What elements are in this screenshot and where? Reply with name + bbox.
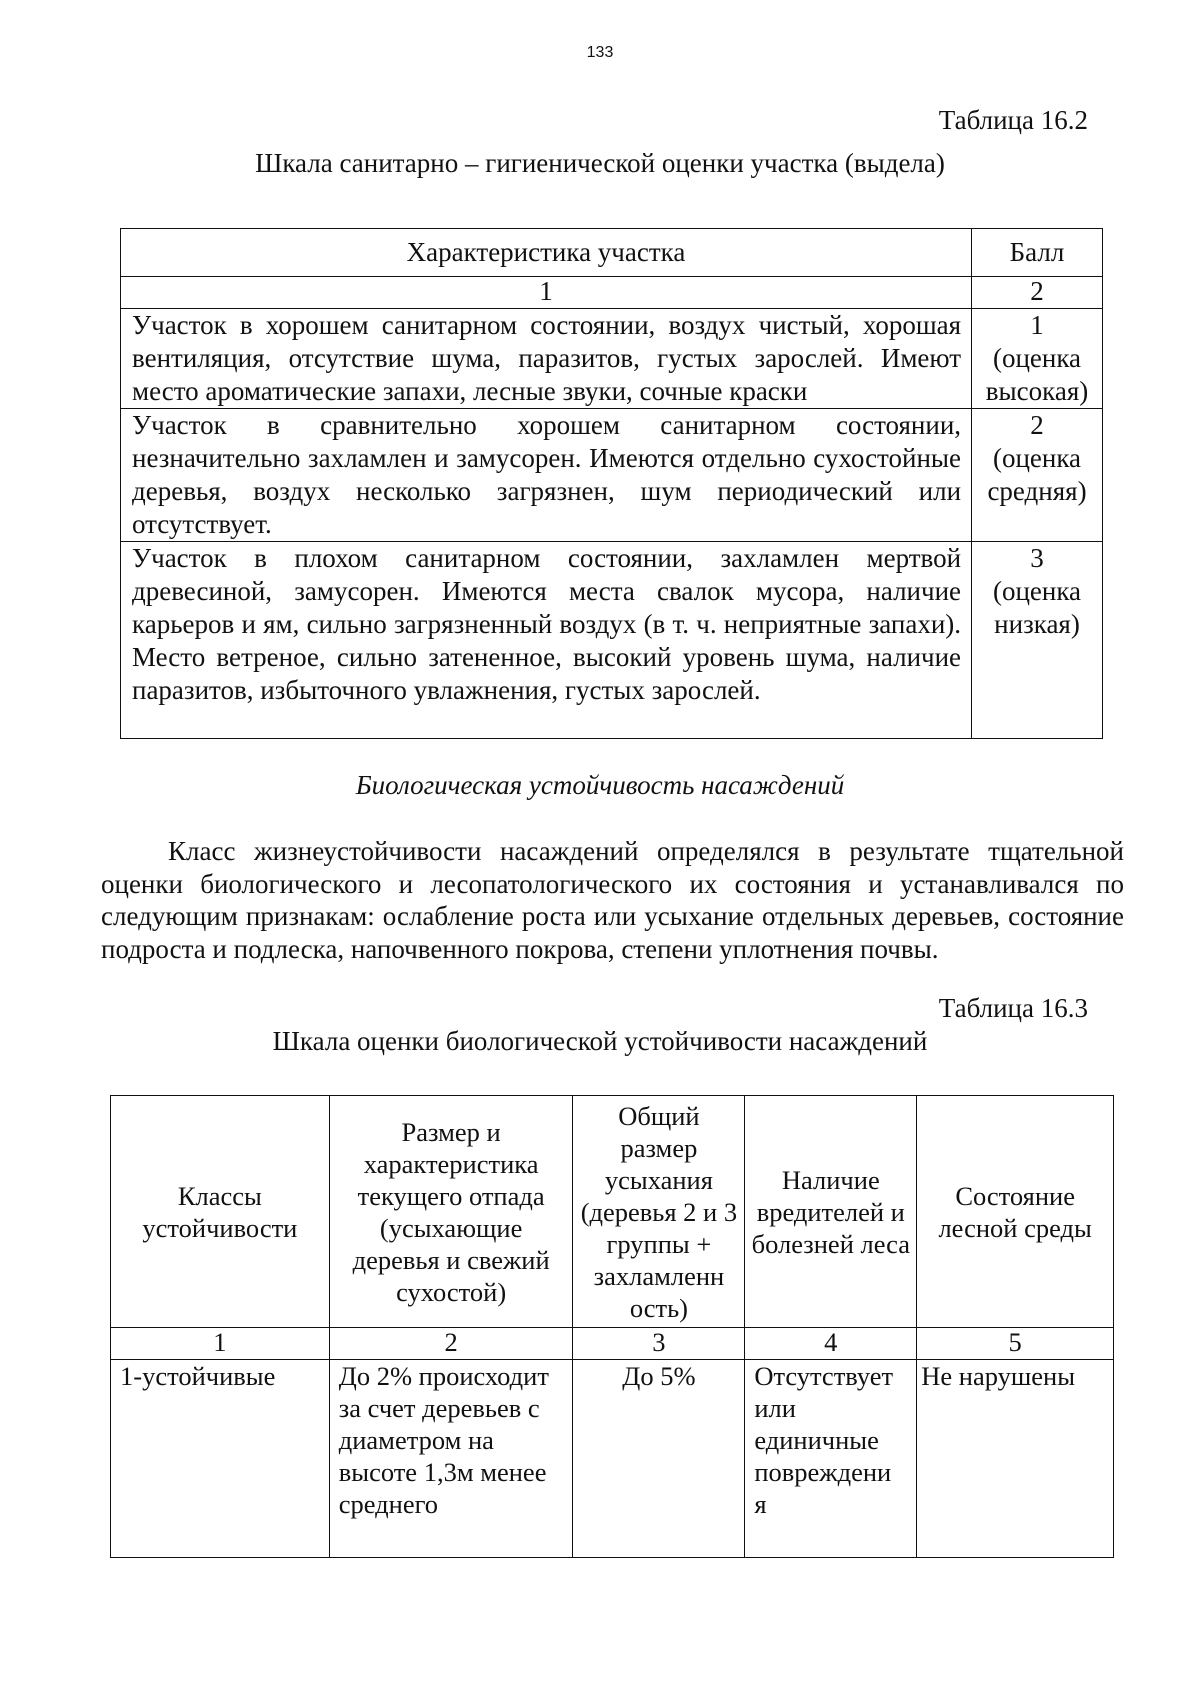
- biological-stability-table: [110, 1095, 1114, 1558]
- score-value: 2: [1030, 410, 1044, 440]
- row-score: [972, 409, 1103, 542]
- row-score: [972, 542, 1103, 739]
- table-header-row: [121, 229, 1103, 277]
- cell-pests-diseases: Отсутствует или единичные повреждени я: [745, 1360, 917, 1558]
- page-number: 133: [586, 44, 614, 61]
- row-score: [972, 309, 1103, 409]
- row-description: Участок в плохом санитарном состоянии, захламлен мертвой древесиной, замусорен. Имеются места свалок мусора, наличие карьеров и ям, сильно загрязненный воздух (в т. ч. неприятные запахи). Место ветреное, сильно затененное, высокий уровень шума, наличие паразитов, избыточного увлажнения, густых зарослей.: [121, 542, 972, 739]
- column-number: 1: [121, 277, 972, 309]
- body-paragraph: Класс жизнеустойчивости насаждений определялся в результате тщательной оценки биологического и лесопатологического их состояния и устанавливался по следующим признакам: ослабление роста или усыхание отдельных деревьев, состояние подроста и подлеска, напочвенного покрова, степени уплотнения почвы.: [101, 836, 1124, 964]
- column-number: 2: [972, 277, 1103, 309]
- cell-stability-class: 1-устойчивые: [111, 1360, 330, 1558]
- column-number: 1: [111, 1328, 330, 1360]
- score-rating: (оценка высокая): [985, 343, 1089, 406]
- table-16-2-label: Таблица 16.2: [938, 105, 1088, 135]
- sanitary-assessment-table: [120, 228, 1103, 739]
- table-header-row: [111, 1096, 1114, 1328]
- cell-forest-environment: Не нарушены: [917, 1360, 1114, 1558]
- cell-current-loss: До 2% происходит за счет деревьев с диаметром на высоте 1,3м менее среднего: [329, 1360, 573, 1558]
- table-row: [121, 309, 1103, 409]
- header-characteristic: Характеристика участка: [121, 229, 972, 277]
- table-16-3-caption: Шкала оценки биологической устойчивости насаждений: [272, 1026, 928, 1056]
- table-row: [121, 542, 1103, 739]
- column-number: 3: [573, 1328, 745, 1360]
- header-total-drying: Общий размер усыхания (деревья 2 и 3 группы + захламленн ость): [573, 1096, 745, 1328]
- header-stability-class: Классы устойчивости: [111, 1096, 330, 1328]
- cell-total-drying: До 5%: [573, 1360, 745, 1558]
- header-pests-diseases: Наличие вредителей и болезней леса: [745, 1096, 917, 1328]
- score-rating: (оценка низкая): [992, 576, 1082, 639]
- table-row: [121, 409, 1103, 542]
- column-number: 5: [917, 1328, 1114, 1360]
- header-forest-environment: Состояние лесной среды: [917, 1096, 1114, 1328]
- row-description: Участок в хорошем санитарном состоянии, воздух чистый, хорошая вентиляция, отсутствие шума, паразитов, густых зарослей. Имеют место ароматические запахи, лесные звуки, сочные краски: [121, 309, 972, 409]
- row-description: Участок в сравнительно хорошем санитарном состоянии, незначительно захламлен и замусорен. Имеются отдельно сухостойные деревья, воздух несколько загрязнен, шум периодический или отсутствует.: [121, 409, 972, 542]
- section-heading: Биологическая устойчивость насаждений: [355, 770, 845, 800]
- table-16-2-caption: Шкала санитарно – гигиенической оценки участка (выдела): [255, 148, 945, 178]
- score-rating: (оценка средняя): [987, 443, 1087, 506]
- score-value: 3: [1030, 543, 1044, 573]
- header-score: Балл: [972, 229, 1103, 277]
- column-number-row: [111, 1328, 1114, 1360]
- column-number: 4: [745, 1328, 917, 1360]
- score-value: 1: [1030, 310, 1044, 340]
- column-number: 2: [329, 1328, 573, 1360]
- header-current-loss: Размер и характеристика текущего отпада (усыхающие деревья и свежий сухостой): [329, 1096, 573, 1328]
- table-row: [111, 1360, 1114, 1558]
- column-number-row: [121, 277, 1103, 309]
- table-16-3-label: Таблица 16.3: [938, 993, 1088, 1023]
